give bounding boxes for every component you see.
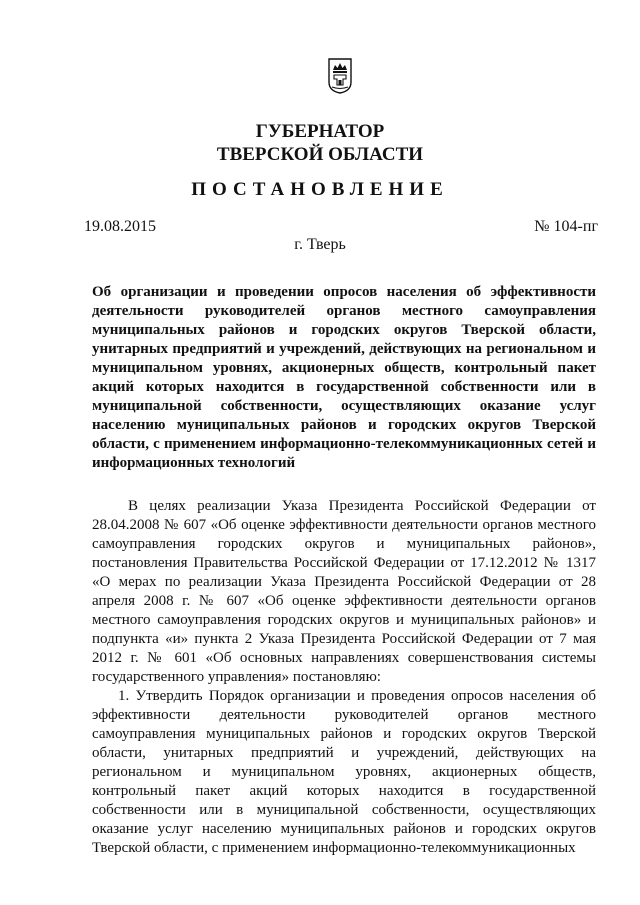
document-date: 19.08.2015 — [84, 218, 156, 235]
document-city: г. Тверь — [294, 236, 346, 253]
authority-title-line1: ГУБЕРНАТОР — [255, 121, 385, 142]
item-1-paragraph: 1. Утвердить Порядок организации и проведения опросов населения об эффективности деятельности руководителей органов местного самоуправления муниципальных районов и городских округов Тверской области, унитарных предприятий и учреждений, действующих на региональном и муниципальном уровнях, акционерных обществ, контрольный пакет акций которых находится в государственной собственности или в муниципальной собственности, осуществляющих оказание услуг населению муниципальных районов и городских округов Тверской области, с применением информационно-телекоммуникационных — [92, 688, 596, 856]
document-type-heading: ПОСТАНОВЛЕНИЕ — [191, 179, 449, 200]
authority-title-line2: ТВЕРСКОЙ ОБЛАСТИ — [216, 144, 424, 165]
document-body — [92, 497, 596, 858]
preamble-paragraph: В целях реализации Указа Президента Российской Федерации от 28.04.2008 № 607 «Об оценке эффективности деятельности органов местного самоуправления городских округов и муниципальных районов», постановления Правительства Российской Федерации от 17.12.2012 № 1317 «О мерах по реализации Указа Президента Российской Федерации от 28 апреля 2008 г. № 607 «Об оценке эффективности деятельности органов местного самоуправления городских округов и муниципальных районов» и подпункта «и» пункта 2 Указа Президента Российской Федерации от 7 мая 2012 г. № 601 «Об основных направлениях совершенствования системы государственного управления» постановляю: — [92, 498, 596, 685]
document-number: № 104-пг — [534, 218, 598, 235]
coat-of-arms-icon — [328, 58, 352, 94]
document-subject: Об организации и проведении опросов населения об эффективности деятельности руководителей органов местного самоуправления муниципальных районов и городских округов Тверской области, унитарных предприятий и учреждений, действующих на региональном и муниципальном уровнях, акционерных обществ, контрольный пакет акций которых находится в государственной собственности или в муниципальной собственности, осуществляющих оказание услуг населению муниципальных районов и городских округов Тверской области, с применением информационно-телекоммуникационных сетей и информационных технологий — [92, 284, 596, 471]
